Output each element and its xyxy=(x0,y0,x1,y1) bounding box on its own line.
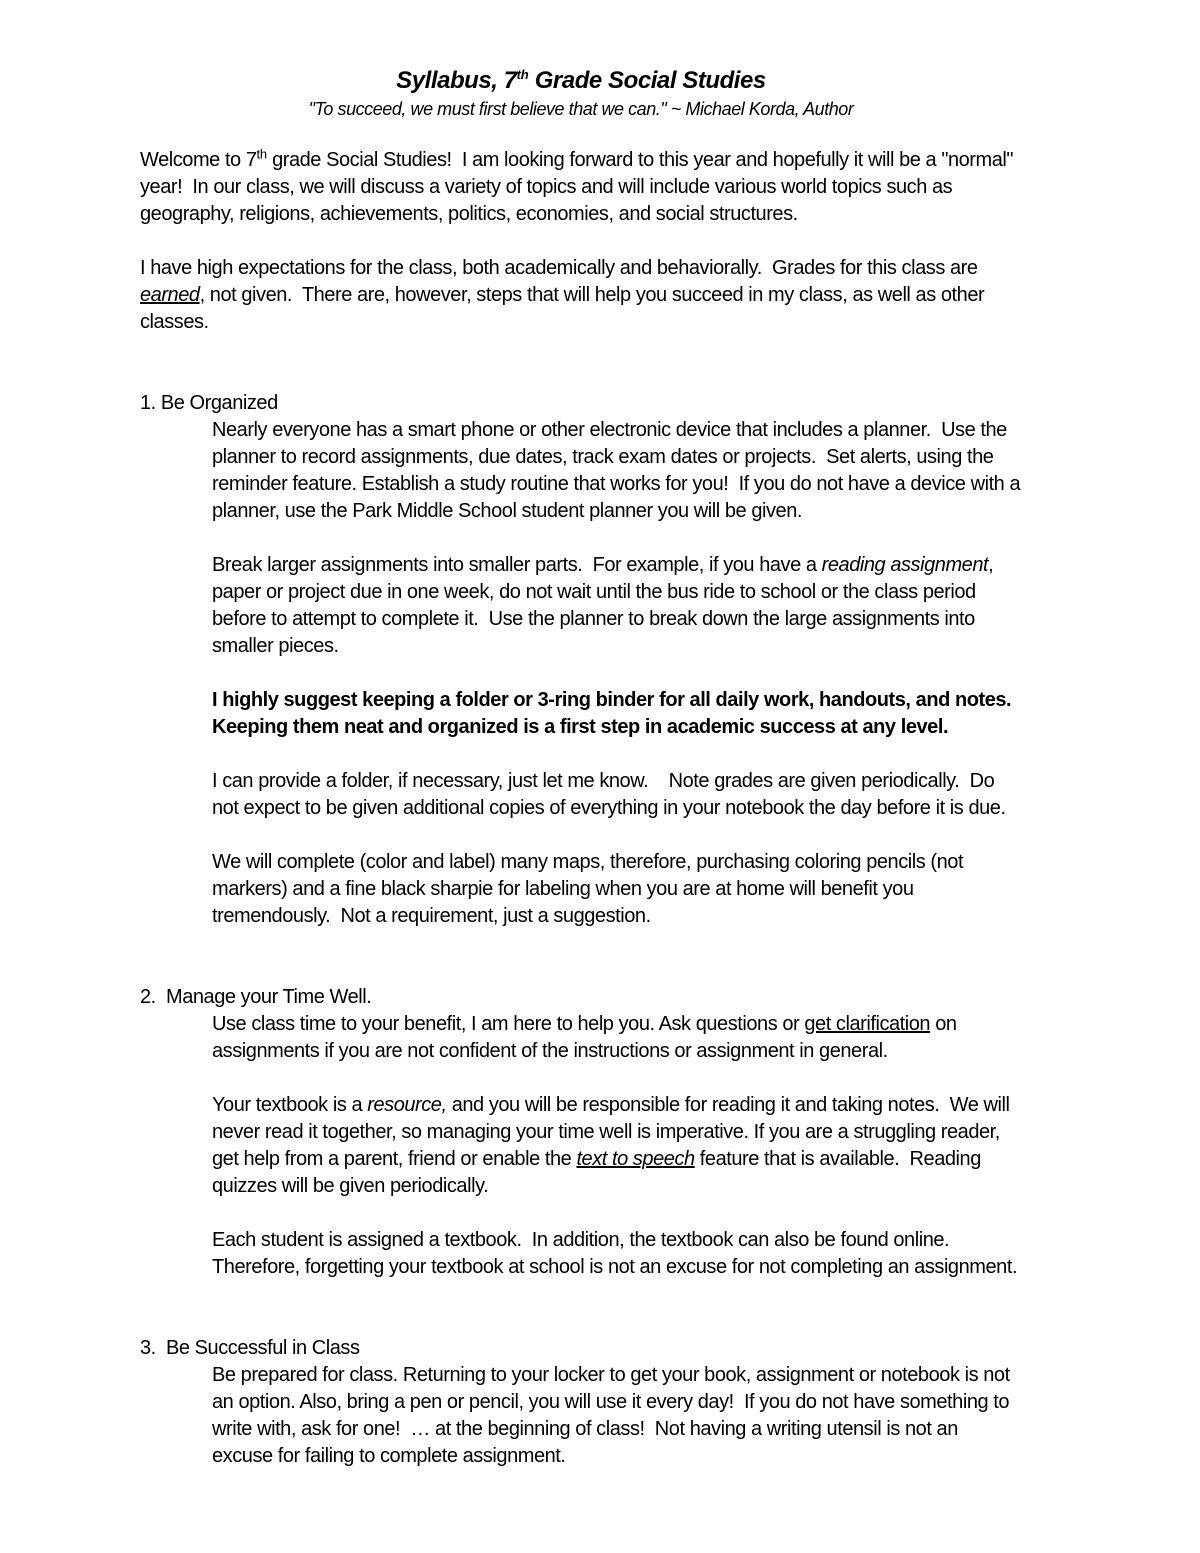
text-run: We will complete (color and label) many maps, therefore, purchasing coloring pencils (not markers) and a fine black sharpie for labeling when you are at home will benefit you tremendously. Not a requirement, just a suggestion. xyxy=(212,851,969,927)
paragraph-be-prepared xyxy=(140,1362,1022,1470)
paragraph-break-assignments xyxy=(140,552,1022,660)
paragraph-class-time xyxy=(140,1011,1022,1065)
doc-quote xyxy=(140,97,1022,121)
paragraph-welcome xyxy=(140,147,1022,228)
text-run: I have high expectations for the class, both academically and behaviorally. Grades for this class are xyxy=(140,257,983,279)
text-run: , not given. There are, however, steps that will help you succeed in my class, as well as other classes. xyxy=(140,284,990,333)
text-run: Be prepared for class. Returning to your locker to get your book, assignment or notebook is not an option. Also, bring a pen or pencil, you will use it every day! If you do not have something to write with, ask for one! … at the beginning of class! Not having a writing utensil is not an excuse for failing to complete assignment. xyxy=(212,1364,1015,1467)
document-body xyxy=(140,66,1026,1470)
text-run: on assignments if you are not confident of the instructions or assignment in general. xyxy=(212,1013,962,1062)
text-run: "To succeed, we must first believe that we can." ~ Michael Korda, Author xyxy=(308,99,854,119)
text-run: Nearly everyone has a smart phone or other electronic device that includes a planner. Use the planner to record assignments, due dates, track exam dates or projects. Set alerts, using the reminder feature. Establish a study routine that works for you! If you do not have a device with a planner, use the Park Middle School student planner you will be given. xyxy=(212,419,1026,522)
text-run: Each student is assigned a textbook. In addition, the textbook can also be found online. Therefore, forgetting your textbook at school is not an excuse for not completing an assignment. xyxy=(212,1229,1018,1278)
text-run: 2. Manage your Time Well. xyxy=(140,986,372,1008)
text-run: get clarification xyxy=(804,1013,931,1035)
text-run: Syllabus, 7 xyxy=(396,67,517,94)
heading-be-successful xyxy=(140,1335,1022,1362)
paragraph-maps xyxy=(140,849,1022,930)
text-run: Break larger assignments into smaller parts. For example, if you have a xyxy=(212,554,822,576)
text-run: Grade Social Studies xyxy=(528,67,766,94)
paragraph-folder-suggestion xyxy=(140,687,1022,741)
text-run: I can provide a folder, if necessary, just let me know. Note grades are given periodically. Do not expect to be given additional copies of everything in your notebook the day before it is due. xyxy=(212,770,1006,819)
text-run: feature that is available. Reading quizzes will be given periodically. xyxy=(212,1148,987,1197)
paragraph-expectations xyxy=(140,255,1022,336)
doc-title xyxy=(140,66,1022,95)
paragraph-planner xyxy=(140,417,1026,525)
text-run: 3. Be Successful in Class xyxy=(140,1337,360,1359)
text-run: I highly suggest keeping a folder or 3-ring binder for all daily work, handouts, and notes. Keeping them neat and organized is a first step in academic success at any level. xyxy=(212,689,1017,738)
text-run: resource, xyxy=(367,1094,447,1116)
text-run: , paper or project due in one week, do not wait until the bus ride to school or the class period before to attempt to complete it. Use the planner to break down the large assignments into smaller pieces. xyxy=(212,554,999,657)
paragraph-provide-folder xyxy=(140,768,1022,822)
text-run: reading assignment xyxy=(821,554,989,576)
text-run: text to speech xyxy=(576,1148,695,1170)
paragraph-textbook-assigned xyxy=(140,1227,1022,1281)
text-run: Welcome to 7 xyxy=(140,149,257,171)
text-run: and you will be responsible for reading it and taking notes. We will never read it together, so managing your time well is imperative. If you are a struggling reader, get help from a parent, friend or enable the xyxy=(212,1094,1015,1170)
text-run: grade Social Studies! I am looking forward to this year and hopefully it will be a "normal" year! In our class, we will discuss a variety of topics and will include various world topics such as geography, religions, achievements, politics, economies, and social structures. xyxy=(140,149,1019,225)
text-run: 1. Be Organized xyxy=(140,392,278,414)
text-run: Your textbook is a xyxy=(212,1094,368,1116)
heading-manage-time xyxy=(140,984,1022,1011)
heading-be-organized xyxy=(140,390,1022,417)
superscript-text: th xyxy=(516,67,529,82)
text-run: earned xyxy=(140,284,200,306)
superscript-text: th xyxy=(256,146,267,162)
text-run: Use class time to your benefit, I am here to help you. Ask questions or xyxy=(212,1013,805,1035)
paragraph-textbook-resource xyxy=(140,1092,1022,1200)
